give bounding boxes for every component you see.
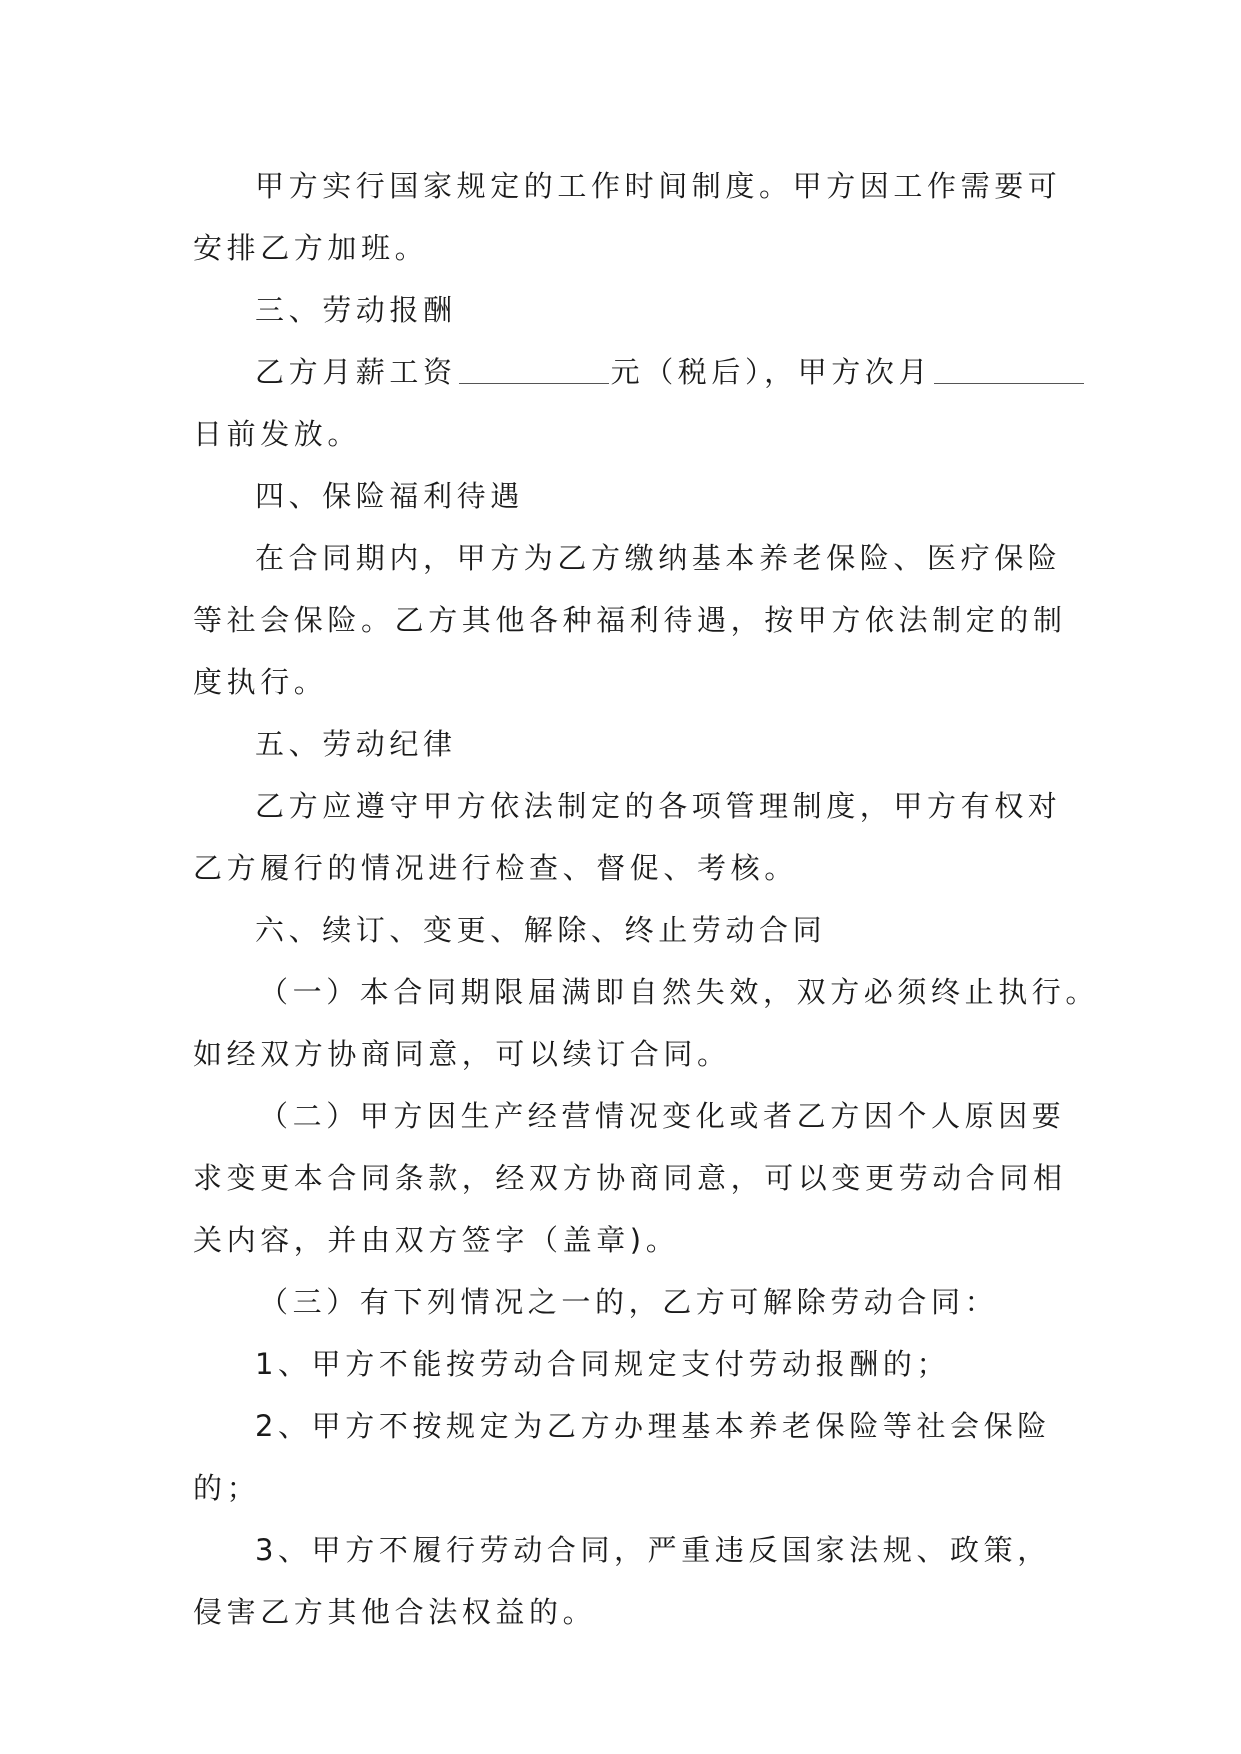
section-heading-contract-changes: 六、续订、变更、解除、终止劳动合同 [255,913,827,947]
paragraph-insurance-line-3: 度执行。 [193,665,328,699]
clause-3-heading: （三）有下列情况之一的，乙方可解除劳动合同： [259,1285,999,1319]
document-page [193,155,1100,1643]
clause-2-line-2: 求变更本合同条款，经双方协商同意，可以变更劳动合同相 [193,1161,1067,1195]
clause-1-line-1: （一）本合同期限届满即自然失效，双方必须终止执行。 [259,975,1100,1009]
list-item-2-line-1: 2、甲方不按规定为乙方办理基本养老保险等社会保险 [255,1409,1051,1443]
section-heading-insurance: 四、保险福利待遇 [255,479,524,513]
list-item-1: 1、甲方不能按劳动合同规定支付劳动报酬的； [255,1347,951,1381]
paragraph-discipline-line-1: 乙方应遵守甲方依法制定的各项管理制度，甲方有权对 [255,789,1062,823]
paragraph-salary-line-2: 日前发放。 [193,417,362,451]
section-heading-discipline: 五、劳动纪律 [255,727,457,761]
list-item-2-line-2: 的； [193,1471,261,1505]
paragraph-salary-line-1 [193,341,1053,403]
paragraph-work-hours-line-2: 安排乙方加班。 [193,231,429,265]
list-item-3-line-1: 3、甲方不履行劳动合同，严重违反国家法规、政策， [255,1533,1051,1567]
salary-middle: 元（税后），甲方次月 [610,355,933,389]
paragraph-work-hours-line-1: 甲方实行国家规定的工作时间制度。甲方因工作需要可 [255,169,1062,203]
clause-2-line-1: （二）甲方因生产经营情况变化或者乙方因个人原因要 [259,1099,1066,1133]
clause-2-line-3: 关内容，并由双方签字（盖章)。 [193,1223,680,1257]
salary-amount-blank [459,353,609,384]
paragraph-discipline-line-2: 乙方履行的情况进行检查、督促、考核。 [193,851,798,885]
salary-prefix: 乙方月薪工资 [255,355,457,389]
clause-1-line-2: 如经双方协商同意，可以续订合同。 [193,1037,731,1071]
payday-blank [934,353,1084,384]
paragraph-insurance-line-2: 等社会保险。乙方其他各种福利待遇，按甲方依法制定的制 [193,603,1067,637]
list-item-3-line-2: 侵害乙方其他合法权益的。 [193,1595,597,1629]
paragraph-insurance-line-1: 在合同期内，甲方为乙方缴纳基本养老保险、医疗保险 [255,541,1062,575]
section-heading-remuneration: 三、劳动报酬 [255,293,457,327]
